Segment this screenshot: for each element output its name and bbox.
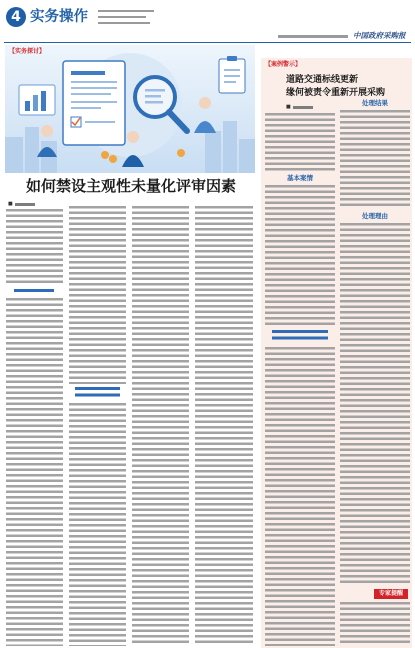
main-author-name	[15, 203, 35, 206]
sidebar-author-mark: ■	[286, 104, 291, 110]
main-subhead-2	[75, 387, 120, 397]
sidebar-text-column-b3	[340, 602, 410, 646]
body-text-column-2a	[69, 206, 126, 384]
document-icon	[63, 61, 125, 145]
sidebar-text-column-b1	[340, 110, 410, 209]
main-subhead-1	[14, 289, 54, 293]
article-illustration	[5, 45, 255, 173]
subhead-reason: 处理理由	[362, 212, 388, 220]
editor-line	[98, 16, 146, 18]
section-title: 实务操作	[30, 9, 88, 25]
main-article-headline: 如何禁设主观性未量化评审因素	[25, 177, 236, 195]
main-article-tag: 【实务探讨】	[9, 48, 46, 55]
contact-info-line	[278, 35, 348, 38]
chart-card-icon	[19, 85, 55, 115]
sidebar-headline-line1: 道路交通标线更新	[286, 75, 359, 85]
issue-date-line	[98, 10, 154, 12]
subhead-result: 处理结果	[362, 99, 388, 107]
body-text-column-1b	[6, 298, 63, 646]
sidebar-headline-line2: 缘何被责令重新开展采购	[286, 88, 386, 98]
subhead-basic-case: 基本案情	[287, 174, 313, 182]
body-text-column-2b	[69, 403, 126, 646]
masthead-logo: 中国政府采购报	[353, 31, 406, 40]
sidebar-text-column-a3	[265, 347, 335, 646]
body-text-column-1a	[6, 209, 63, 286]
body-text-column-4	[195, 206, 253, 646]
art-editor-line	[98, 22, 150, 24]
sidebar-tag: 【案例警示】	[265, 61, 302, 68]
sidebar-text-column-a1	[265, 113, 335, 171]
sidebar-text-column-b2	[340, 223, 410, 585]
expert-reminder-tag: 专家提醒	[374, 589, 408, 599]
main-author-mark: ■	[8, 201, 13, 207]
clipboard-icon	[219, 56, 245, 93]
body-text-column-3	[132, 206, 189, 646]
sidebar-subhead-a	[272, 330, 328, 340]
header-rule	[4, 42, 411, 43]
page-number-badge: 4	[6, 7, 26, 27]
sidebar-author-name	[293, 106, 313, 109]
sidebar-text-column-a2	[265, 185, 335, 326]
